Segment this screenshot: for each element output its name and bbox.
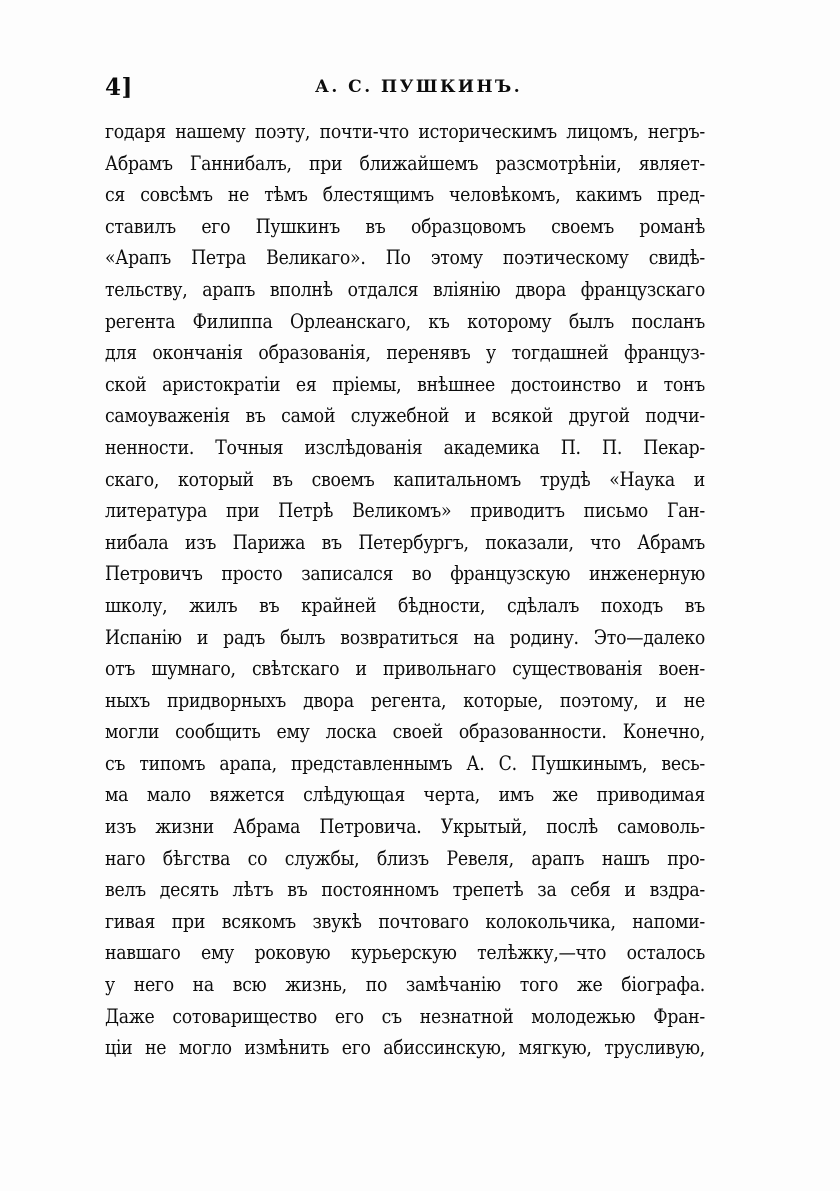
text-line: ма мало вяжется слѣдующая черта, имъ же приводимая: [105, 783, 705, 807]
text-line: ставилъ его Пушкинъ въ образцовомъ своемъ романѣ: [105, 214, 705, 238]
text-line: могли сообщить ему лоска своей образованности. Конечно,: [105, 720, 705, 744]
text-line: тельству, арапъ вполнѣ отдался вліянію двора французскаго: [105, 277, 705, 301]
text-line: самоуваженія въ самой служебной и всякой другой подчи-: [105, 404, 705, 428]
text-line: Даже сотоварищество его съ незнатной молодежью Фран-: [105, 1004, 705, 1028]
text-line: отъ шумнаго, свѣтскаго и привольнаго существованія воен-: [105, 657, 705, 681]
text-line: съ типомъ арапа, представленнымъ А. С. Пушкинымъ, весь-: [105, 751, 705, 775]
text-line: изъ жизни Абрама Петровича. Укрытый, послѣ самоволь-: [105, 815, 705, 839]
text-line: для окончанія образованія, перенявъ у тогдашней француз-: [105, 341, 705, 365]
text-line: литература при Петрѣ Великомъ» приводитъ письмо Ган-: [105, 499, 705, 523]
text-line: у него на всю жизнь, по замѣчанію того же біографа.: [105, 973, 705, 997]
text-line: «Арапъ Петра Великаго». По этому поэтическому свидѣ-: [105, 246, 705, 270]
text-line: навшаго ему роковую курьерскую телѣжку,—что осталось: [105, 941, 705, 965]
text-line: велъ десять лѣтъ въ постоянномъ трепетѣ за себя и вздра-: [105, 878, 705, 902]
text-line: ся совсѣмъ не тѣмъ блестящимъ человѣкомъ, какимъ пред-: [105, 183, 705, 207]
text-line: ныхъ придворныхъ двора регента, которые, поэтому, и не: [105, 688, 705, 712]
text-line: скаго, который въ своемъ капитальномъ трудѣ «Наука и: [105, 467, 705, 491]
text-line: регента Филиппа Орлеанскаго, къ которому былъ посланъ: [105, 309, 705, 333]
text-line: ціи не могло измѣнить его абиссинскую, мягкую, трусливую,: [105, 1036, 705, 1060]
page-header: [105, 74, 705, 104]
text-line: ненности. Точныя изслѣдованія академика П. П. Пекар-: [105, 435, 705, 459]
body-text: [105, 116, 705, 1064]
text-line: ской аристократіи ея пріемы, внѣшнее достоинство и тонъ: [105, 372, 705, 396]
text-line: наго бѣгства со службы, близъ Ревеля, арапъ нашъ про-: [105, 846, 705, 870]
text-line: Абрамъ Ганнибалъ, при ближайшемъ разсмотрѣніи, являет-: [105, 151, 705, 175]
text-line: годаря нашему поэту, почти-что историческимъ лицомъ, негръ-: [105, 120, 705, 143]
running-title: А. С. ПУШКИНЪ.: [315, 77, 523, 97]
text-line: школу, жилъ въ крайней бѣдности, сдѣлалъ походъ въ: [105, 593, 705, 617]
text-line: Петровичъ просто записался во французскую инженерную: [105, 562, 705, 586]
text-line: гивая при всякомъ звукѣ почтоваго колокольчика, напоми-: [105, 909, 705, 933]
page-number: 4]: [105, 74, 133, 101]
text-line: нибала изъ Парижа въ Петербургъ, показали, что Абрамъ: [105, 530, 705, 554]
text-line: Испанію и радъ былъ возвратиться на родину. Это—далеко: [105, 625, 705, 649]
